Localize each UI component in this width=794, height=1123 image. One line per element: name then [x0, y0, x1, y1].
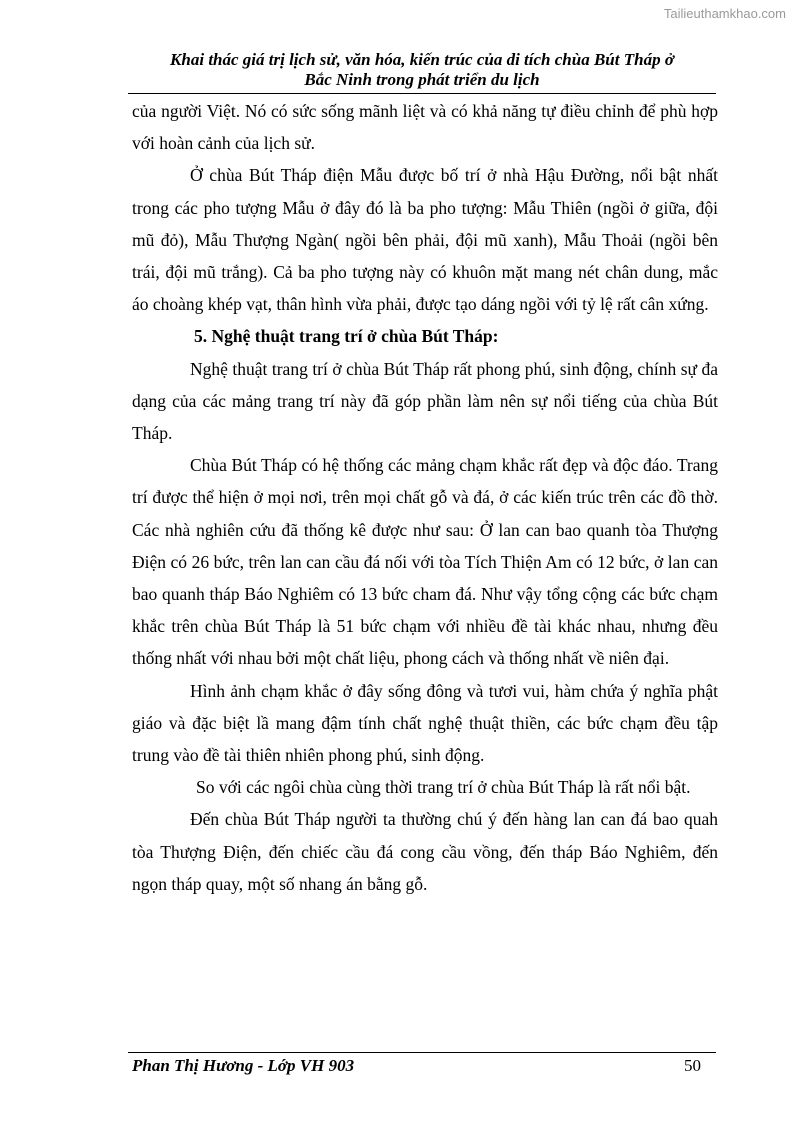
paragraph-carving-images: Hình ảnh chạm khắc ở đây sống đông và tươi vui, hàm chứa ý nghĩa phật giáo và đặc biệt lầ mang đậm tính chất nghệ thuật thiền, các bức chạm đều tập trung vào đề tài thiên nhiên phong phú, sinh động.	[132, 680, 718, 766]
section-heading: 5. Nghệ thuật trang trí ở chùa Bút Tháp:	[194, 326, 499, 347]
header-divider	[128, 93, 716, 94]
document-body	[132, 95, 718, 900]
footer-author: Phan Thị Hương - Lớp VH 903	[132, 1056, 355, 1075]
paragraph-carvings: Chùa Bút Tháp có hệ thống các mảng chạm khắc rất đẹp và độc đáo. Trang trí được thể hiện ở mọi nơi, trên mọi chất gỗ và đá, ở các kiến trúc trên các đồ thờ. Các nhà nghiên cứu đã thống kê được như sau: Ở lan can bao quanh tòa Thượng Điện có 26 bức, trên lan can cầu đá nối với tòa Tích Thiện Am có 12 bức, ở lan can bao quanh tháp Báo Nghiêm có 13 bức cham đá. Như vậy tổng cộng các bức chạm khắc trên chùa Bút Tháp là 51 bức chạm với nhiều đề tài khác nhau, nhưng đều thống nhất với nhau bởi một chất liệu, phong cách và thống nhất về niên đại.	[132, 455, 718, 669]
paragraph-mau-temple: Ở chùa Bút Tháp điện Mẫu được bố trí ở nhà Hậu Đường, nổi bật nhất trong các pho tượng Mẫu ở đây đó là ba pho tượng: Mẫu Thiên (ngồi ở giữa, đội mũ đỏ), Mẫu Thượng Ngàn( ngồi bên phải, đội mũ xanh), Mẫu Thoải (ngồi bên trái, đội mũ trắng). Cả ba pho tượng này có khuôn mặt mang nét chân dung, mắc áo choàng khép vạt, thân hình vừa phải, được tạo dáng ngồi với tỷ lệ rất cân xứng.	[132, 165, 718, 315]
page-number: 50	[684, 1056, 701, 1075]
paragraph-highlights: Đến chùa Bút Tháp người ta thường chú ý đến hàng lan can đá bao quah tòa Thượng Điện, đến chiếc cầu đá cong cầu vồng, đến tháp Báo Nghiêm, đến ngọn tháp quay, một số nhang án bằng gỗ.	[132, 809, 718, 894]
header-title-line-2: Bắc Ninh trong phát triển du lịch	[304, 70, 540, 89]
paragraph-decoration-intro: Nghệ thuật trang trí ở chùa Bút Tháp rất phong phú, sinh động, chính sự đa dạng của các mảng trang trí này đã góp phần làm nên sự nổi tiếng của chùa Bút Tháp.	[132, 358, 718, 444]
page-header	[130, 50, 714, 90]
paragraph-comparison: So với các ngôi chùa cùng thời trang trí ở chùa Bút Tháp là rất nổi bật.	[196, 777, 691, 798]
watermark: Tailieuthamkhao.com	[663, 6, 786, 21]
footer-divider	[128, 1052, 716, 1053]
paragraph-continuation: của người Việt. Nó có sức sống mãnh liệt và có khả năng tự điều chỉnh để phù hợp với hoàn cảnh của lịch sử.	[132, 101, 718, 154]
header-title-line-1: Khai thác giá trị lịch sử, văn hóa, kiến trúc của di tích chùa Bút Tháp ở	[170, 50, 674, 69]
